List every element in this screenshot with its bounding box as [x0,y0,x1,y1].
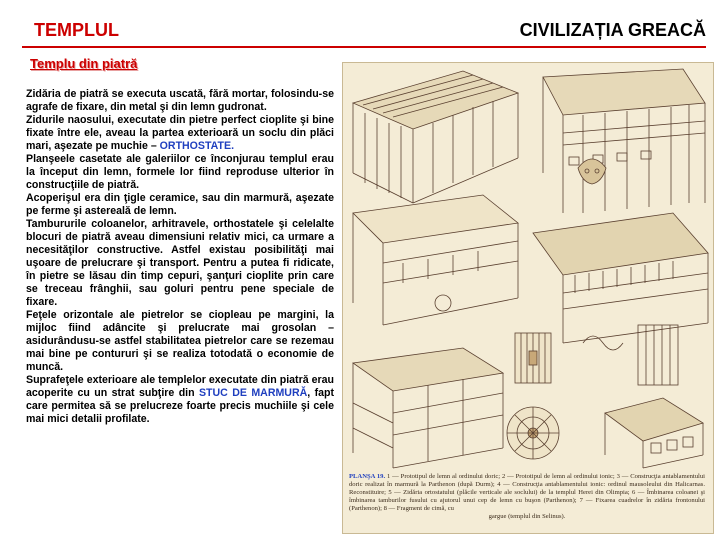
paragraph-stucco-tail: , fapt care permitea să se prelucreze foarte precis muchiile şi cele mai mici detalii profilate. [26,387,335,425]
slide-title-left: TEMPLUL [34,20,119,40]
plate-caption [349,473,705,521]
paragraph-drums: Tambururile coloanelor, arhitravele, orthostatele şi celelalte blocuri de piatră aveau dimensiuni relativ mici, ca urmare a necesităţilor constructive. Astfel existau posibilităţi mai uşoare de prelucrare şi transport. Pentru a putea fi ridicate, în pietre se lăsau din timp cepuri, şanţuri cioplite prin care se treceau frânghii, sau goluri pentru pene speciale de fixare. [26,218,334,308]
ionic-wood-prototype-drawing [543,69,705,213]
plate-caption-lead: PLANŞA 19. [349,473,386,480]
pediment-and-sima-drawing [578,159,703,468]
column-drum-joint-drawing [507,333,559,459]
body-text [26,88,334,426]
paragraph-masonry: Zidăria de piatră se executa uscată, fără mortar, folosindu-se agrafe de fixare, din metal şi din lemn gudronat. [26,88,334,113]
paragraph-roof: Acoperişul era din ţigle ceramice, sau din marmură, aşezate pe ferme şi astereală de lemn. [26,192,334,217]
slide-title-right: CIVILIZAȚIA GREACĂ [519,20,706,40]
orthostate-masonry-drawing [353,348,503,468]
ionic-entablature-drawing [533,213,708,385]
paragraph-naos-text: Zidurile naosului, executate din pietre perfect cioplite şi bine fixate între ele, aveau la partea exterioară un soclu din plăci mari, aşezate pe muchie – [26,114,334,152]
doric-marble-entablature-drawing [353,195,518,325]
section-subtitle: Templu din piatră [30,56,138,71]
architecture-plate-illustration [342,62,714,534]
plate-caption-end: gargue (templul din Selinus). [488,513,566,520]
plate-drawings [343,63,713,471]
orthostate-highlight: ORTHOSTATE. [159,140,235,152]
paragraph-ceilings: Planşeele casetate ale galeriilor ce înconjurau templul erau la început din lemn, formele lor fiind reproduse ulterior în construcţiile de piatră. [26,153,334,191]
header-divider [22,46,706,48]
paragraph-naos-walls [26,114,334,153]
stucco-highlight: STUC DE MARMURĂ [198,387,308,399]
plate-caption-text: 1 — Prototipul de lemn al ordinului doric; 2 — Prototipul de lemn al ordinului ionic; 3 — Construcţia antablamentului doric realizat în marmură la Parthenon (după Durm); 4 — Construcţia antablamentului ionic: ordinul mausoleului din Halicarnas. Reconstituire; 5 — Zidăria ortostatului (plăcile verticale ale soclului) de la templul Herei din Olimpia; 6 — Îmbinarea coloanei şi îmbinarea tamburilor fusului cu ajutorul unui cep de lemn cu buşon (Parthenon); 7 — Fixarea cuadrelor în zidăria frontonului (Parthenon); 8 — Fragment de cimă, cu [349,473,706,512]
paragraph-stucco [26,374,334,426]
paragraph-faces: Feţele orizontale ale pietrelor se ciopleau pe margini, la mijloc fiind adâncite şi prelucrate mai grosolan – asidurândusu-se astfel stabilitatea pietrelor care se rezemau mai bine pe contururi şi se realiza totodată o economie de muncă. [26,309,334,373]
doric-wood-prototype-drawing [353,71,518,203]
paragraph-stucco-text: Suprafeţele exterioare ale templelor executate din piatră erau acoperite cu un strat subţire din [26,374,334,399]
